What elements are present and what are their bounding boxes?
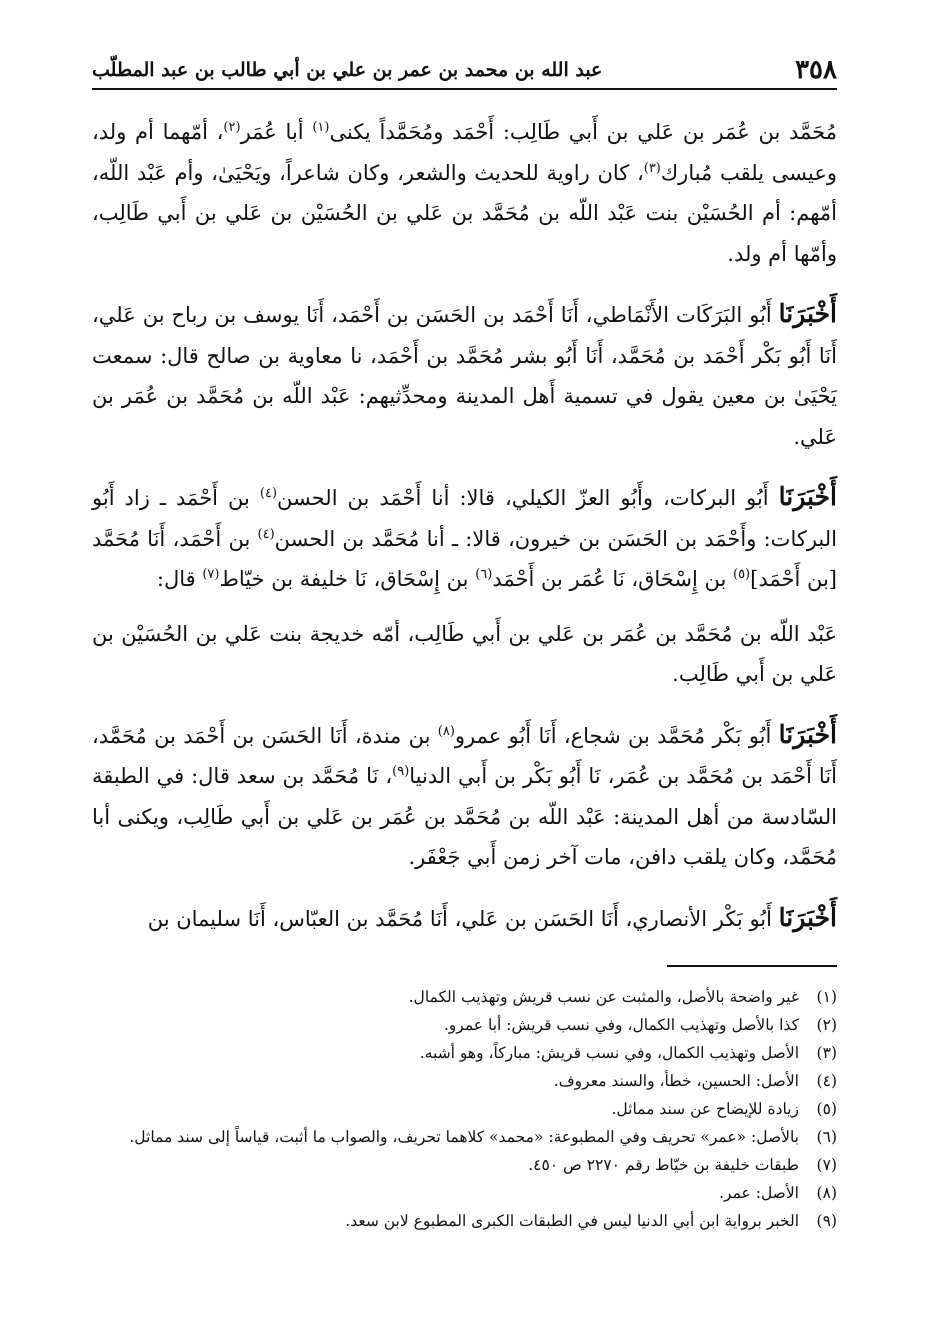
page-number: ٣٥٨ (795, 55, 837, 85)
footnote-text: غير واضحة بالأصل، والمثبت عن نسب قريش وتهذيب الكمال. (408, 988, 799, 1006)
paragraph-5 (92, 715, 837, 878)
footnote-ref-7: (٧) (202, 567, 220, 582)
footnote-text: الأصل: عمر. (719, 1184, 799, 1202)
text-run: أَبُو بَكْر مُحَمَّد بن شجاع، أَنَا أَبُو عمرو (454, 723, 779, 748)
footnote-ref-1: (١) (312, 120, 330, 135)
main-text (92, 112, 837, 959)
footnote-item (92, 983, 837, 1011)
text-run: بن أَحْمَد ـ زاد أَبُو البركات: وأَحْمَد بن الحَسَن بن خيرون، قالا: ـ أنا مُحَمَّد بن الحسن (92, 486, 838, 551)
footnote-item (92, 1039, 837, 1067)
footnote-ref-3: (٣) (643, 160, 661, 176)
text-run: بن مندة، أَنَا الحَسَن بن أَحْمَد بن مُحَمَّد، أَنَا أَحْمَد بن مُحَمَّد بن عُمَر، نَا أَبُو بَكْر بن أَبي الدنيا (92, 723, 837, 788)
text-run: ، أمّهما أم ولد، وعيسى يلقب مُبارك (92, 120, 837, 185)
footnote-text: الأصل: الحسين، خطأ، والسند معروف. (553, 1072, 799, 1090)
footnote-number: (٨) (816, 1184, 837, 1202)
footnote-divider (667, 965, 837, 967)
text-run: بن إِسْحَاق، نَا عُمَر بن أَحْمَد (492, 567, 733, 591)
footnote-item (92, 1011, 837, 1039)
footnote-number: (٧) (816, 1156, 837, 1174)
footnote-text: زيادة للإيضاح عن سند مماثل. (611, 1100, 799, 1118)
footnote-ref-4: (٤) (259, 486, 278, 501)
footnote-number: (٥) (816, 1100, 837, 1118)
footnote-ref-8: (٨) (437, 723, 455, 739)
text-run: أَبُو بَكْر الأنصاري، أَنَا الحَسَن بن عَلي، أَنَا مُحَمَّد بن العبّاس، أَنَا سليمان بن (147, 906, 779, 931)
akhbarana-keyword: أَخْبَرَنَا (778, 482, 837, 511)
footnote-ref-9: (٩) (392, 764, 410, 779)
paragraph-4: عَبْد اللّه بن مُحَمَّد بن عُمَر بن عَلي بن أَبي طَالِب، أمّه خديجة بنت عَلي بن الحُسَيْن بن عَلي بن أَبي طَالِب. (92, 621, 837, 686)
footnote-item (92, 1095, 837, 1123)
paragraph-3 (92, 477, 837, 600)
text-run: ، نَا مُحَمَّد بن سعد قال: في الطبقة السّادسة من أهل المدينة: عَبْد اللّه بن مُحَمَّد بن عُمَر بن عَلي بن أَبي طَالِب، ويكنى أبا مُحَمَّد، وكان يلقب دافن، مات آخر زمن أَبي جَعْفَر. (92, 764, 837, 869)
footnote-text: كذا بالأصل وتهذيب الكمال، وفي نسب قريش: أبا عمرو. (443, 1016, 799, 1034)
footnote-number: (٢) (816, 1016, 837, 1034)
footnote-text: بالأصل: «عمر» تحريف وفي المطبوعة: «محمد» كلاهما تحريف، والصواب ما أثبت، قياساً إلى سند مماثل. (129, 1128, 799, 1146)
text-run: مُحَمَّد بن عُمَر بن عَلي بن أَبي طَالِب: أَحْمَد ومُحَمَّداً يكنى (329, 120, 837, 144)
footnote-ref-5: (٥) (732, 567, 751, 582)
footnote-number: (٣) (816, 1044, 837, 1062)
paragraph-1 (92, 112, 837, 274)
footnote-item (92, 1067, 837, 1095)
footnote-number: (١) (816, 988, 837, 1006)
text-run: أَبُو البَرَكَات الأَنْمَاطي، أَنَا أَحْمَد بن الحَسَن بن أَحْمَد، أَنَا يوسف بن رباح بن عَلي، أَنَا أَبُو بَكْر أَحْمَد بن مُحَمَّد، أَنَا أَبُو بشر مُحَمَّد بن أَحْمَد، نا معاوية بن صالح قال: سمعت يَحْيَىٰ بن معين يقول في تسمية أَهل المدينة ومحدِّثيهم: عَبْد اللّه بن مُحَمَّد بن عُمَر بن عَلي. (92, 303, 837, 449)
paragraph-6 (92, 898, 837, 940)
footnote-item (92, 1151, 837, 1179)
akhbarana-keyword: أَخْبَرَنَا (778, 719, 837, 749)
paragraph-2 (92, 294, 837, 457)
footnote-ref-4b: (٤) (257, 526, 275, 542)
running-title: عبد الله بن محمد بن عمر بن علي بن أبي طالب بن عبد المطلّب (92, 59, 603, 81)
text-run: بن إِسْحَاق، نَا خليفة بن خيّاط (219, 567, 476, 591)
akhbarana-keyword: أَخْبَرَنَا (778, 902, 837, 932)
page-header (92, 52, 837, 90)
footnote-item (92, 1207, 837, 1235)
text-run: أَبُو البركات، وأَبُو العزّ الكيلي، قالا: أنا أَحْمَد بن الحسن (277, 486, 779, 510)
footnote-text: طبقات خليفة بن خيّاط رقم ٢٢٧٠ ص ٤٥٠. (528, 1156, 799, 1174)
text-run: أبا عُمَر (240, 120, 313, 144)
akhbarana-keyword: أَخْبَرَنَا (778, 299, 837, 328)
footnote-item (92, 1123, 837, 1151)
footnote-ref-6: (٦) (475, 567, 493, 582)
footnote-item (92, 1179, 837, 1207)
text-run: بن أَحْمَد، أَنَا مُحَمَّد [بن أَحْمَد] (92, 526, 837, 591)
footnote-number: (٦) (816, 1128, 837, 1146)
text-run: ، كان راوية للحديث والشعر، وكان شاعراً، ويَحْيَىٰ، وأم عَبْد اللّه، أمّهم: أم الحُسَيْن بنت عَبْد اللّه بن مُحَمَّد بن عَلي بن الحُسَيْن بن عَلي بن أَبي طَالِب، وأمّها أم ولد. (92, 160, 837, 266)
footnotes (92, 983, 837, 1235)
footnote-ref-2: (٢) (223, 120, 241, 135)
footnote-text: الخبر برواية ابن أبي الدنيا ليس في الطبقات الكبرى المطبوع لابن سعد. (345, 1212, 799, 1230)
footnote-text: الأصل وتهذيب الكمال، وفي نسب قريش: مباركاً، وهو أشبه. (419, 1044, 799, 1062)
text-run: قال: (156, 567, 203, 591)
footnote-number: (٩) (816, 1212, 837, 1230)
footnote-number: (٤) (816, 1072, 837, 1090)
